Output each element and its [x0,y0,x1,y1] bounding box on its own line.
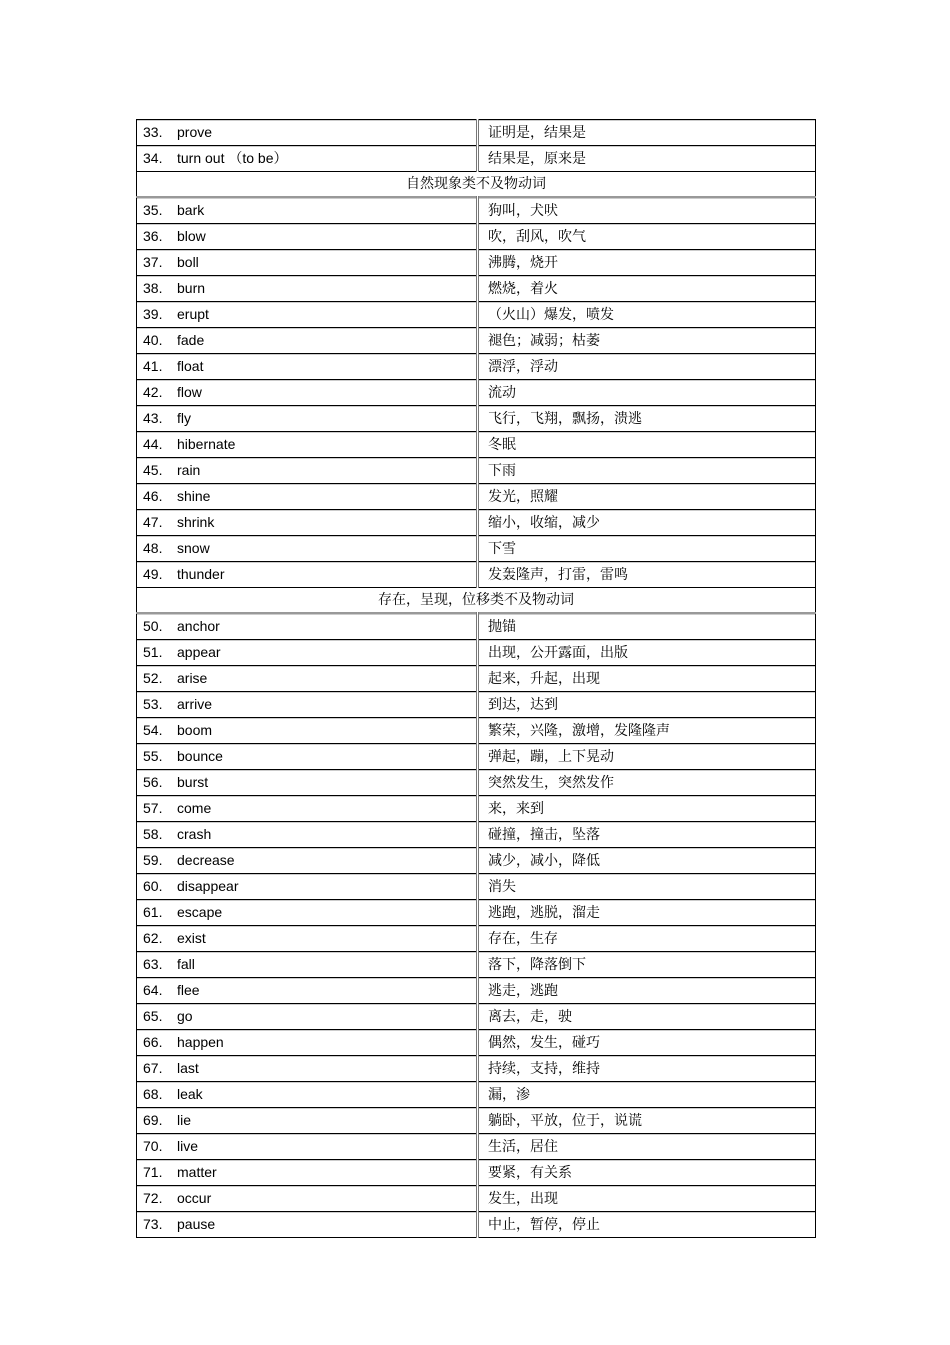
word-cell [137,224,478,250]
table-row [137,510,816,536]
word-cell [137,197,478,224]
table-row [137,354,816,380]
word-cell [137,613,478,640]
table-row [137,692,816,718]
english-word: happen [177,1034,224,1050]
word-cell [137,146,478,172]
chinese-meaning: 吹，刮风，吹气 [488,229,586,245]
english-word: shrink [177,514,215,530]
word-number: 58. [143,826,163,842]
word-number: 71. [143,1164,163,1180]
table-row [137,640,816,666]
word-number: 73. [143,1216,163,1232]
english-word: last [177,1060,199,1076]
english-word: appear [177,644,221,660]
chinese-meaning: 到达，达到 [488,697,558,713]
table-row [137,848,816,874]
word-cell [137,978,478,1004]
english-word: bark [177,202,205,218]
word-cell [137,926,478,952]
chinese-meaning: （火山）爆发，喷发 [488,307,614,323]
meaning-cell [478,1186,816,1212]
word-cell [137,354,478,380]
english-word: thunder [177,566,225,582]
word-cell [137,276,478,302]
word-number: 66. [143,1034,163,1050]
chinese-meaning: 繁荣，兴隆，激增，发隆隆声 [488,723,670,739]
word-number: 48. [143,540,163,556]
word-cell [137,432,478,458]
english-word: turn out （to be） [177,150,288,166]
chinese-meaning: 燃烧，着火 [488,281,558,297]
chinese-meaning: 狗叫，犬吠 [488,203,558,219]
word-number: 44. [143,436,163,452]
word-number: 36. [143,228,163,244]
english-word: lie [177,1112,192,1128]
word-cell [137,796,478,822]
chinese-meaning: 沸腾，烧开 [488,255,558,271]
word-number: 52. [143,670,163,686]
meaning-cell [478,613,816,640]
word-number: 69. [143,1112,163,1128]
chinese-meaning: 落下，降落倒下 [488,957,586,973]
word-number: 39. [143,306,163,322]
word-cell [137,380,478,406]
word-cell [137,1056,478,1082]
meaning-cell [478,1160,816,1186]
chinese-meaning: 逃走，逃跑 [488,983,558,999]
word-cell [137,1108,478,1134]
table-row [137,926,816,952]
meaning-cell [478,926,816,952]
table-row [137,484,816,510]
table-row [137,406,816,432]
word-number: 33. [143,124,163,140]
meaning-cell [478,692,816,718]
english-word: disappear [177,878,239,894]
chinese-meaning: 弹起，蹦，上下晃动 [488,749,614,765]
table-row [137,900,816,926]
english-word: flee [177,982,200,998]
meaning-cell [478,120,816,146]
chinese-meaning: 抛锚 [488,619,516,635]
word-number: 41. [143,358,163,374]
word-cell [137,1004,478,1030]
word-cell [137,1186,478,1212]
word-number: 53. [143,696,163,712]
table-row [137,328,816,354]
chinese-meaning: 发生，出现 [488,1191,558,1207]
word-cell [137,406,478,432]
chinese-meaning: 发光，照耀 [488,489,558,505]
word-cell [137,562,478,588]
table-row [137,1004,816,1030]
table-row [137,952,816,978]
table-row [137,1108,816,1134]
chinese-meaning: 漏，渗 [488,1087,530,1103]
table-row [137,146,816,172]
chinese-meaning: 冬眠 [488,437,516,453]
word-cell [137,536,478,562]
word-number: 34. [143,150,163,166]
meaning-cell [478,406,816,432]
english-word: come [177,800,212,816]
word-cell [137,1212,478,1238]
table-row [137,224,816,250]
english-word: flow [177,384,202,400]
chinese-meaning: 下雪 [488,541,516,557]
vocabulary-sheet [136,119,813,1238]
section-header: 自然现象类不及物动词 [137,172,816,198]
table-row [137,432,816,458]
word-cell [137,692,478,718]
meaning-cell [478,666,816,692]
table-row [137,302,816,328]
word-number: 51. [143,644,163,660]
table-row [137,978,816,1004]
chinese-meaning: 来，来到 [488,801,544,817]
chinese-meaning: 突然发生，突然发作 [488,775,614,791]
meaning-cell [478,1056,816,1082]
meaning-cell [478,874,816,900]
meaning-cell [478,562,816,588]
english-word: occur [177,1190,212,1206]
table-row [137,276,816,302]
chinese-meaning: 减少，减小，降低 [488,853,600,869]
meaning-cell [478,484,816,510]
meaning-cell [478,276,816,302]
word-cell [137,744,478,770]
english-word: live [177,1138,199,1154]
english-word: arise [177,670,208,686]
table-row [137,536,816,562]
meaning-cell [478,354,816,380]
english-word: burn [177,280,206,296]
word-number: 65. [143,1008,163,1024]
word-number: 45. [143,462,163,478]
meaning-cell [478,302,816,328]
table-row [137,1186,816,1212]
word-cell [137,718,478,744]
meaning-cell [478,1108,816,1134]
table-row [137,666,816,692]
chinese-meaning: 生活，居住 [488,1139,558,1155]
word-number: 67. [143,1060,163,1076]
table-row [137,770,816,796]
meaning-cell [478,900,816,926]
chinese-meaning: 下雨 [488,463,516,479]
meaning-cell [478,432,816,458]
section-header: 存在，呈现，位移类不及物动词 [137,588,816,614]
meaning-cell [478,848,816,874]
english-word: exist [177,930,206,946]
meaning-cell [478,536,816,562]
word-cell [137,822,478,848]
table-row [137,874,816,900]
word-cell [137,952,478,978]
english-word: blow [177,228,206,244]
word-cell [137,510,478,536]
vocabulary-table-body [137,120,816,1238]
word-cell [137,666,478,692]
table-row [137,796,816,822]
word-cell [137,848,478,874]
meaning-cell [478,250,816,276]
word-number: 42. [143,384,163,400]
english-word: escape [177,904,223,920]
word-number: 40. [143,332,163,348]
word-cell [137,250,478,276]
meaning-cell [478,640,816,666]
english-word: pause [177,1216,216,1232]
word-number: 61. [143,904,163,920]
chinese-meaning: 结果是，原来是 [488,151,586,167]
word-number: 62. [143,930,163,946]
chinese-meaning: 逃跑，逃脱，溜走 [488,905,600,921]
table-row [137,458,816,484]
section-header-row [137,172,816,198]
english-word: decrease [177,852,235,868]
table-row [137,1056,816,1082]
table-row [137,718,816,744]
meaning-cell [478,822,816,848]
word-number: 56. [143,774,163,790]
chinese-meaning: 躺卧，平放，位于，说谎 [488,1113,642,1129]
english-word: fly [177,410,191,426]
chinese-meaning: 离去，走，驶 [488,1009,572,1025]
english-word: crash [177,826,212,842]
word-number: 70. [143,1138,163,1154]
chinese-meaning: 存在，生存 [488,931,558,947]
english-word: matter [177,1164,217,1180]
english-word: hibernate [177,436,236,452]
meaning-cell [478,1134,816,1160]
chinese-meaning: 褪色；减弱；枯萎 [488,333,600,349]
english-word: arrive [177,696,213,712]
chinese-meaning: 出现，公开露面，出版 [488,645,628,661]
word-number: 72. [143,1190,163,1206]
english-word: anchor [177,618,220,634]
meaning-cell [478,146,816,172]
table-row [137,120,816,146]
table-row [137,1160,816,1186]
chinese-meaning: 证明是，结果是 [488,125,586,141]
word-cell [137,874,478,900]
word-number: 47. [143,514,163,530]
table-row [137,1212,816,1238]
meaning-cell [478,1004,816,1030]
meaning-cell [478,328,816,354]
meaning-cell [478,458,816,484]
word-number: 38. [143,280,163,296]
english-word: rain [177,462,201,478]
chinese-meaning: 流动 [488,385,516,401]
meaning-cell [478,1212,816,1238]
word-number: 59. [143,852,163,868]
chinese-meaning: 发轰隆声，打雷，雷鸣 [488,567,628,583]
chinese-meaning: 碰撞，撞击，坠落 [488,827,600,843]
table-row [137,1030,816,1056]
meaning-cell [478,510,816,536]
english-word: erupt [177,306,209,322]
word-number: 55. [143,748,163,764]
english-word: fall [177,956,195,972]
meaning-cell [478,744,816,770]
word-cell [137,458,478,484]
word-number: 63. [143,956,163,972]
table-row [137,1082,816,1108]
word-number: 57. [143,800,163,816]
chinese-meaning: 漂浮，浮动 [488,359,558,375]
word-cell [137,484,478,510]
table-row [137,380,816,406]
chinese-meaning: 飞行，飞翔，飘扬，溃逃 [488,411,642,427]
vocabulary-table [136,119,816,1238]
word-number: 68. [143,1086,163,1102]
table-row [137,1134,816,1160]
english-word: go [177,1008,193,1024]
english-word: burst [177,774,209,790]
table-row [137,562,816,588]
chinese-meaning: 要紧，有关系 [488,1165,572,1181]
word-number: 50. [143,618,163,634]
word-cell [137,120,478,146]
english-word: bounce [177,748,223,764]
meaning-cell [478,770,816,796]
word-cell [137,1082,478,1108]
section-header-row [137,588,816,614]
chinese-meaning: 缩小，收缩，减少 [488,515,600,531]
english-word: snow [177,540,210,556]
meaning-cell [478,197,816,224]
chinese-meaning: 起来，升起，出现 [488,671,600,687]
meaning-cell [478,796,816,822]
table-row [137,197,816,224]
meaning-cell [478,978,816,1004]
word-cell [137,1030,478,1056]
chinese-meaning: 中止，暂停，停止 [488,1217,600,1233]
word-cell [137,1134,478,1160]
word-cell [137,328,478,354]
meaning-cell [478,1082,816,1108]
table-row [137,744,816,770]
word-cell [137,770,478,796]
chinese-meaning: 消失 [488,879,516,895]
table-row [137,822,816,848]
word-number: 35. [143,202,163,218]
word-number: 64. [143,982,163,998]
english-word: prove [177,124,213,140]
meaning-cell [478,380,816,406]
meaning-cell [478,718,816,744]
meaning-cell [478,224,816,250]
word-cell [137,900,478,926]
english-word: shine [177,488,211,504]
word-number: 43. [143,410,163,426]
word-number: 54. [143,722,163,738]
english-word: fade [177,332,205,348]
table-row [137,613,816,640]
english-word: boom [177,722,213,738]
chinese-meaning: 持续，支持，维持 [488,1061,600,1077]
table-row [137,250,816,276]
english-word: leak [177,1086,203,1102]
meaning-cell [478,1030,816,1056]
word-cell [137,302,478,328]
english-word: float [177,358,204,374]
meaning-cell [478,952,816,978]
word-number: 37. [143,254,163,270]
chinese-meaning: 偶然，发生，碰巧 [488,1035,600,1051]
word-number: 49. [143,566,163,582]
english-word: boll [177,254,199,270]
word-cell [137,1160,478,1186]
word-cell [137,640,478,666]
word-number: 46. [143,488,163,504]
word-number: 60. [143,878,163,894]
